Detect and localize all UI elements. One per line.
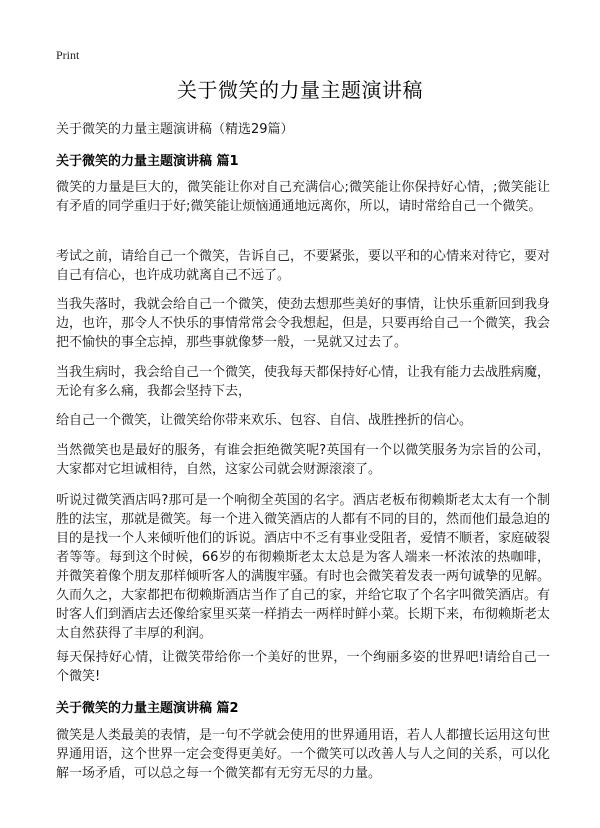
paragraph: 听说过微笑酒店吗?那可是一个响彻全英国的名字。酒店老板布彻赖斯老太太有一个制胜的法宝，那就是微笑。每一个进入微笑酒店的人都有不同的目的，然而他们最急迫的目的是找一个人来倾听他们的诉说。酒店中不乏有事业受阻者，爱情不顺者，家庭破裂者等等。每到这个时候，66岁的布彻赖斯老太太总是为客人端来一杯浓浓的热咖啡，并微笑着像个朋友那样倾听客人的满腹牢骚。有时也会微笑着发表一两句诚挚的见解。久而久之，大家都把布彻赖斯酒店当作了自己的家，并给它取了个名字叫微笑酒店。有时客人们到酒店去还像给家里买菜一样捎去一两样时鲜小菜。长期下来，布彻赖斯老太太自然获得了丰厚的利润。 [56,493,551,641]
section-heading: 关于微笑的力量主题演讲稿 篇1 [56,154,239,169]
section-heading: 关于微笑的力量主题演讲稿 篇2 [56,701,239,716]
paragraph: 给自己一个微笑，让微笑给你带来欢乐、包容、自信、战胜挫折的信心。 [56,413,473,428]
paragraph: 当然微笑也是最好的服务，有谁会拒绝微笑呢?英国有一个以微笑服务为宗旨的公司，大家都对它坦诚相待，自然，这家公司就会财源滚滚了。 [56,443,550,477]
paragraph: 微笑的力量是巨大的，微笑能让你对自己充满信心;微笑能让你保持好心情，;微笑能让有矛盾的同学重归于好;微笑能让烦恼通通地远离你，所以，请时常给自己一个微笑。 [56,180,550,214]
document-subtitle: 关于微笑的力量主题演讲稿（精选29篇） [56,122,294,137]
paragraph: 当我失落时，我就会给自己一个微笑，使劲去想那些美好的事情，让快乐重新回到我身边，也许，那令人不快乐的事情常常会令我想起，但是，只要再给自己一个微笑，我会把不愉快的事全忘掉，那些事就像梦一般，一晃就又过去了。 [56,297,551,350]
paragraph: 当我生病时，我会给自己一个微笑，使我每天都保持好心情，让我有能力去战胜病魔，无论有多么痛，我都会坚持下去， [56,365,551,399]
paragraph: 考试之前，请给自己一个微笑，告诉自己，不要紧张，要以平和的心情来对待它，要对自己有信心，也许成功就离自己不远了。 [56,249,551,283]
paragraph: 每天保持好心情，让微笑带给你一个美好的世界，一个绚丽多姿的世界吧!请给自己一个微笑! [56,650,550,684]
document-title: 关于微笑的力量主题演讲稿 [177,78,423,102]
print-link[interactable]: Print [56,48,80,62]
paragraph: 微笑是人类最美的表情，是一句不学就会使用的世界通用语，若人人都擅长运用这句世界通用语，这个世界一定会变得更美好。一个微笑可以改善人与人之间的关系，可以化解一场矛盾，可以总之每一个微笑都有无穷无尽的力量。 [56,728,551,781]
